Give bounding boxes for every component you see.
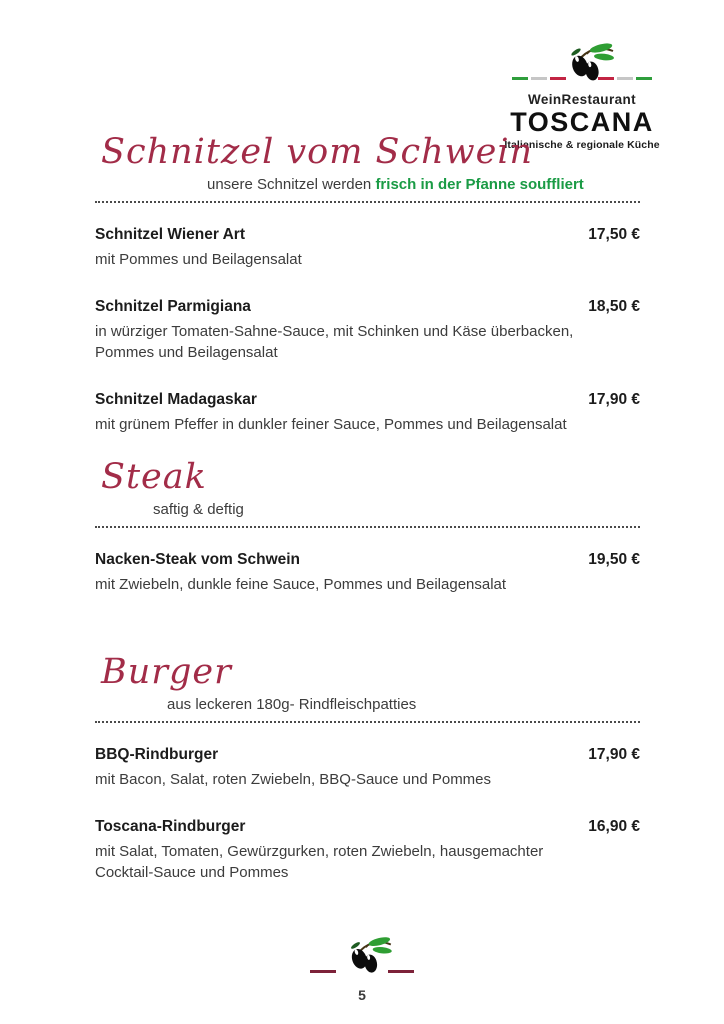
flag-segment-green (636, 77, 652, 80)
item-description: mit Bacon, Salat, roten Zwiebeln, BBQ-Sauce und Pommes (95, 771, 492, 788)
item-name: Toscana-Rindburger (95, 818, 246, 835)
item-price: 17,50 € (588, 226, 640, 243)
section-title: Burger (101, 652, 232, 692)
brand-subtitle: WeinRestaurant (527, 92, 637, 107)
menu-item (95, 550, 640, 595)
item-price: 17,90 € (588, 746, 640, 763)
item-head (95, 297, 640, 316)
item-price: 18,50 € (588, 298, 640, 315)
section-title: Schnitzel vom Schwein (101, 132, 534, 172)
page-number: 5 (358, 987, 366, 1003)
section-subtitle (95, 175, 640, 194)
item-price: 17,90 € (588, 391, 640, 408)
brand-tagline: Italienische & regionale Küche (504, 139, 660, 151)
item-name: Schnitzel Wiener Art (95, 226, 246, 243)
subtitle-plain: unsere Schnitzel werden (207, 176, 376, 193)
item-price: 19,50 € (588, 551, 640, 568)
item-head (95, 225, 640, 244)
dotted-divider (95, 526, 640, 528)
footer-ornament (304, 934, 420, 986)
page-footer (0, 934, 724, 1003)
menu-section-burger (95, 652, 640, 883)
item-name: Schnitzel Madagaskar (95, 391, 257, 408)
item-head (95, 817, 640, 836)
dotted-divider (95, 721, 640, 723)
olive-branch-icon (337, 934, 395, 976)
menu-section-schnitzel (95, 132, 640, 435)
item-head (95, 550, 640, 569)
flag-segment-gray (531, 77, 547, 80)
dotted-divider (95, 201, 640, 203)
flag-segment-green (512, 77, 528, 80)
item-description: mit Salat, Tomaten, Gewürzgurken, roten Zwiebeln, hausgemachter Cocktail-Sauce und Pommes (95, 843, 544, 881)
item-name: BBQ-Rindburger (95, 746, 219, 763)
item-description: mit Pommes und Beilagensalat (95, 251, 302, 268)
brand-name: TOSCANA (510, 107, 654, 137)
item-name: Nacken-Steak vom Schwein (95, 551, 301, 568)
section-subtitle (95, 695, 640, 714)
flag-segment-gray (617, 77, 633, 80)
section-title: Steak (101, 457, 207, 497)
item-head (95, 745, 640, 764)
subtitle-highlight: frisch in der Pfanne souffliert (375, 176, 584, 193)
item-name: Schnitzel Parmigiana (95, 298, 251, 315)
item-description: in würziger Tomaten-Sahne-Sauce, mit Schinken und Käse überbacken, Pommes und Beilagensalat (95, 323, 574, 361)
menu-item (95, 745, 640, 790)
item-price: 16,90 € (588, 818, 640, 835)
menu-section-steak (95, 457, 640, 595)
section-subtitle (95, 500, 640, 519)
menu-item (95, 225, 640, 270)
item-description: mit Zwiebeln, dunkle feine Sauce, Pommes und Beilagensalat (95, 576, 507, 593)
item-description: mit grünem Pfeffer in dunkler feiner Sauce, Pommes und Beilagensalat (95, 416, 567, 433)
olive-branch-icon (556, 40, 618, 84)
menu-item (95, 297, 640, 363)
item-head (95, 390, 640, 409)
menu-item (95, 817, 640, 883)
footer-rule-left (310, 970, 336, 973)
subtitle-plain: aus leckeren 180g- Rindfleischpatties (167, 696, 417, 713)
subtitle-plain: saftig & deftig (153, 501, 244, 518)
menu-item (95, 390, 640, 435)
